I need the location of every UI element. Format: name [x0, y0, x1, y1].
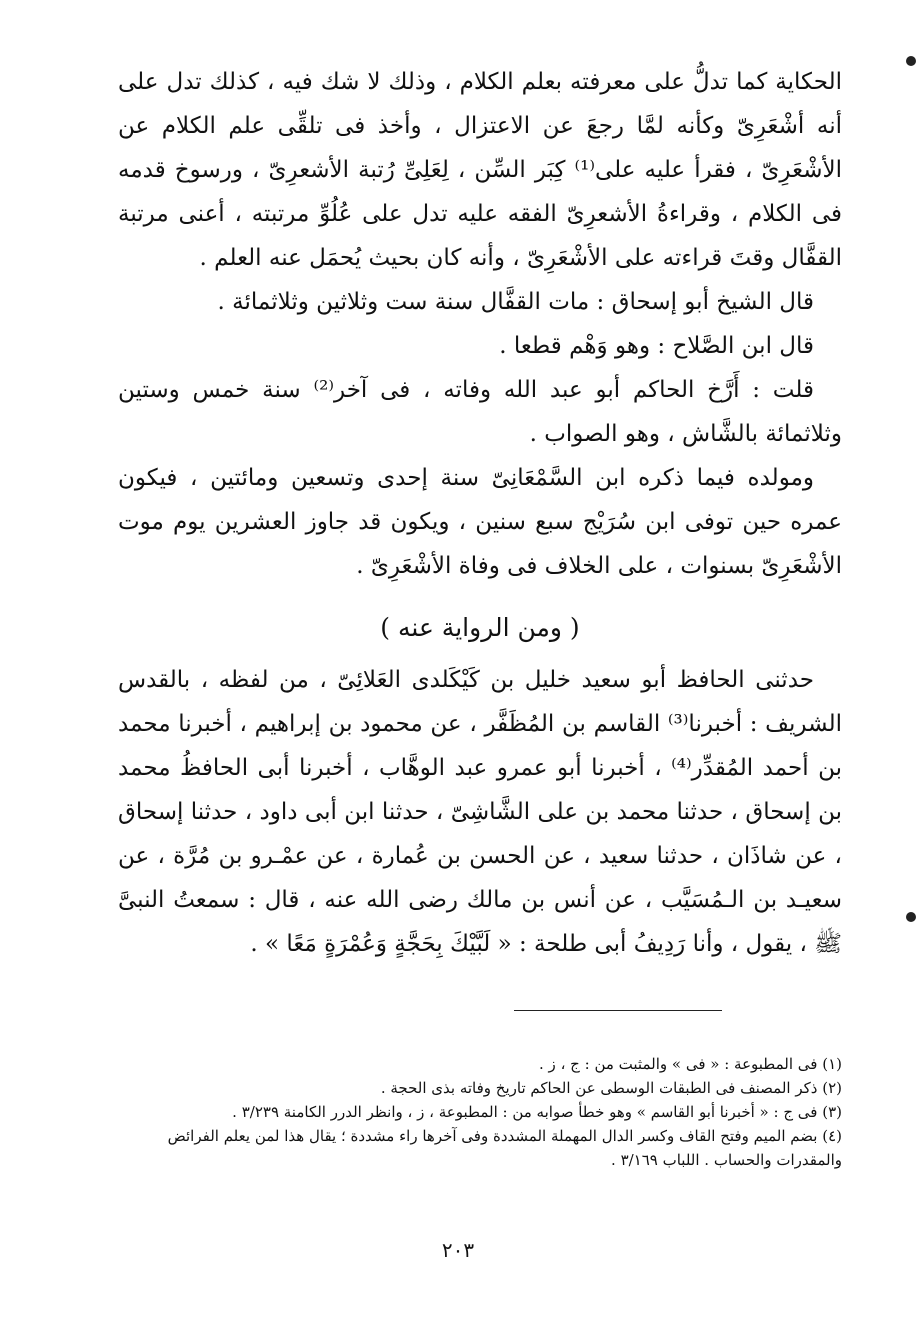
- paragraph: قلت : أَرَّخ الحاكم أبو عبد الله وفاته ، فى آخر⁽²⁾ سنة خمس وستين وثلاثمائة بالشَّاش ، وهو الصواب .: [118, 377, 842, 447]
- footnote: (٢) ذكر المصنف فى الطبقات الوسطى عن الحاكم تاريخ وفاته بذى الحجة .: [380, 1079, 842, 1097]
- section-heading: ( ومن الرواية عنه ): [380, 613, 580, 642]
- footnotes: [118, 1052, 842, 1172]
- footnote: (١) فى المطبوعة : « فى » والمثبت من : ج ، ز .: [539, 1055, 842, 1073]
- footnote: (٣) فى ج : « أخبرنا أبو القاسم » وهو خطأ صوابه من : المطبوعة ، ز ، وانظر الدرر الكامنة ٣/٢٣٩ .: [232, 1103, 842, 1121]
- main-text: [118, 60, 842, 966]
- page-number: ٢٠٣: [441, 1238, 475, 1262]
- page-body: [118, 60, 842, 966]
- paragraph: الحكاية كما تدلُّ على معرفته بعلم الكلام ، وذلك لا شك فيه ، كذلك تدل على أنه أشْعَرِىّ وكأنه لمَّا رجعَ عن الاعتزال ، وأخذ فى تلقِّى علم الكلام عن الأشْعَرِىّ ، فقرأ عليه على⁽¹⁾ كِبَر السِّن ، لِعَلِىِّ رُتبة الأشعرِىّ ، ورسوخ قدمه فى الكلام ، وقراءةُ الأشعرِىّ الفقه عليه تدل على عُلُوِّ مرتبته ، أعنى مرتبة القفَّال وقتَ قراءته على الأشْعَرِىّ ، وأنه كان بحيث يُحمَل عنه العلم .: [118, 69, 843, 271]
- margin-dot: [906, 912, 916, 922]
- paragraph: قال الشيخ أبو إسحاق : مات القفَّال سنة ست وثلاثين وثلاثمائة .: [217, 289, 814, 315]
- footnote: (٤) بضم الميم وفتح القاف وكسر الدال المهملة المشددة وفى آخرها راء مشددة ؛ يقال هذا لمن يعلم الفرائض والمقدرات والحساب . اللباب ٣/١٦٩ .: [167, 1127, 842, 1169]
- margin-dot: [906, 56, 916, 66]
- hadith-paragraph: حدثنى الحافظ أبو سعيد خليل بن كَيْكَلدى العَلائِىّ ، من لفظه ، بالقدس الشريف : أخبرنا⁽³⁾ القاسم بن المُظَفَّر ، عن محمود بن إبراهيم ، أخبرنا محمد بن أحمد المُقدِّر⁽⁴⁾ ، أخبرنا أبو عمرو عبد الوهَّاب ، أخبرنا أبى الحافظُ محمد بن إسحاق ، حدثنا محمد بن على الشَّاشِىّ ، حدثنا ابن أبى داود ، حدثنا إسحاق ، عن شاذَان ، حدثنا سعيد ، عن الحسن بن عُمارة ، عن عمْـرو بن مُرَّة ، عن سعيـد بن الـمُسَيَّب ، عن أنس بن مالك رضى الله عنه ، قال : سمعتُ النبىَّ ﷺ ، يقول ، وأنا رَدِيفُ أبى طلحة : « لَبَّيْكَ بِحَجَّةٍ وَعُمْرَةٍ مَعًا » .: [118, 667, 843, 957]
- paragraph: قال ابن الصَّلاح : وهو وَهْم قطعا .: [499, 333, 814, 359]
- footnote-divider: [514, 1010, 722, 1011]
- paragraph: ومولده فيما ذكره ابن السَّمْعَانِىّ سنة إحدى وتسعين ومائتين ، فيكون عمره حين توفى ابن سُرَيْج سبع سنين ، ويكون قد جاوز العشرين يوم موت الأشْعَرِىّ بسنوات ، على الخلاف فى وفاة الأشْعَرِىّ .: [118, 465, 842, 579]
